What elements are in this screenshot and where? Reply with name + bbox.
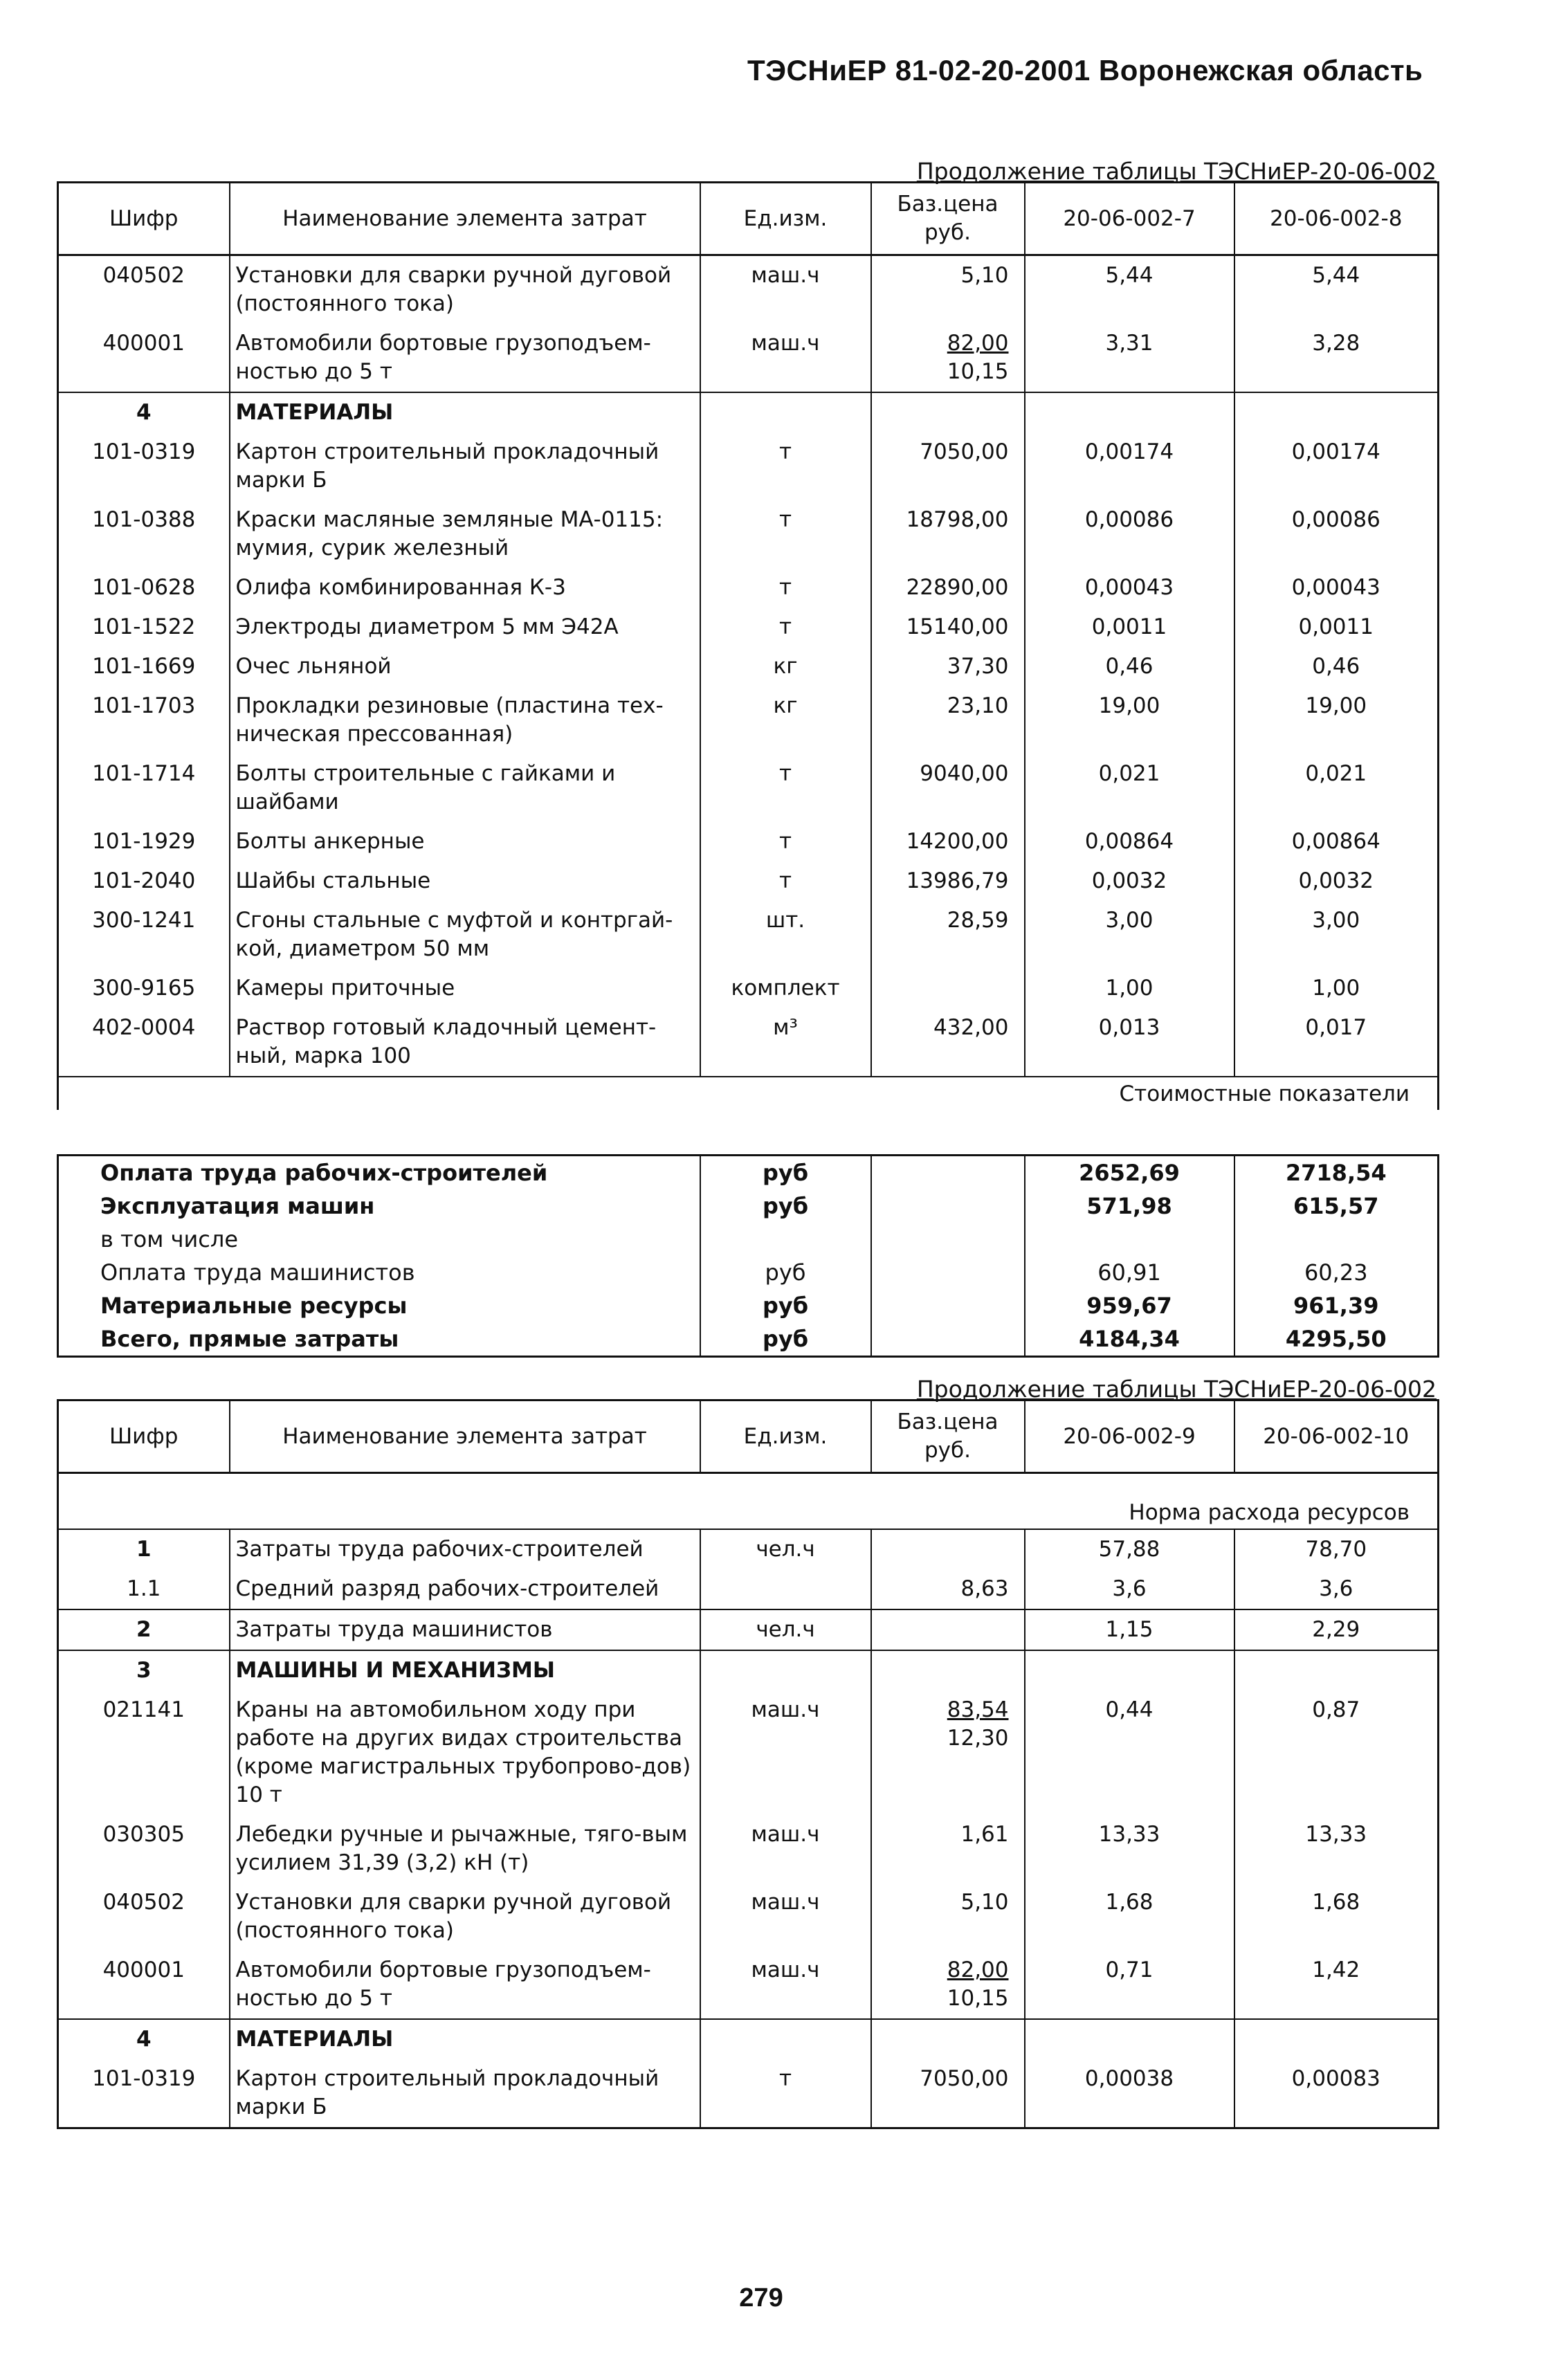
totals-empty (871, 1223, 1025, 1256)
row-v2: 0,00864 (1234, 822, 1439, 861)
row-unit: комплект (700, 969, 871, 1008)
row-price (871, 324, 1025, 392)
row-price: 14200,00 (871, 822, 1025, 861)
row-v2: 1,00 (1234, 969, 1439, 1008)
totals-v1: 4184,34 (1025, 1322, 1234, 1357)
cost-indicators-label: Стоимостные показатели (58, 1077, 1439, 1110)
row-price: 18798,00 (871, 500, 1025, 568)
row-price (871, 969, 1025, 1008)
row-price: 7050,00 (871, 2059, 1025, 2128)
page-number: 279 (739, 2283, 783, 2312)
row-name: Картон строительный прокладочный марки Б (230, 2059, 700, 2128)
row-price: 5,10 (871, 255, 1025, 325)
row-price (871, 1951, 1025, 2019)
row-v2: 0,017 (1234, 1008, 1439, 1077)
row-code: 2 (58, 1609, 230, 1650)
totals-v1 (1025, 1223, 1234, 1256)
totals-empty (871, 1189, 1025, 1223)
section-title: МАТЕРИАЛЫ (230, 2019, 700, 2059)
row-v2: 0,021 (1234, 754, 1439, 822)
table-row (58, 432, 1439, 500)
row-name: Болты анкерные (230, 822, 700, 861)
row-v2: 0,87 (1234, 1690, 1439, 1815)
table1-materials-body (58, 432, 1439, 1077)
totals-empty (871, 1289, 1025, 1322)
row-code: 101-0628 (58, 568, 230, 608)
table-row (58, 1690, 1439, 1815)
price-denominator: 10,15 (947, 1986, 1009, 2011)
row-v2: 0,0011 (1234, 608, 1439, 647)
row-code: 040502 (58, 1883, 230, 1951)
row-name: Картон строительный прокладочный марки Б (230, 432, 700, 500)
section-row-machines (58, 1650, 1439, 1690)
row-v2: 3,6 (1234, 1569, 1439, 1609)
row-v2: 0,0032 (1234, 861, 1439, 901)
totals-v2: 615,57 (1234, 1189, 1439, 1223)
row-name: Болты строительные с гайками и шайбами (230, 754, 700, 822)
row-unit: маш.ч (700, 255, 871, 325)
totals-unit: руб (700, 1322, 871, 1357)
row-code: 040502 (58, 255, 230, 325)
row-name: Электроды диаметром 5 мм Э42А (230, 608, 700, 647)
row-v1: 1,68 (1025, 1883, 1234, 1951)
row-v1: 0,00174 (1025, 432, 1234, 500)
row-v2: 2,29 (1234, 1609, 1439, 1650)
table-row (58, 822, 1439, 861)
row-price: 28,59 (871, 901, 1025, 969)
row-unit: шт. (700, 901, 871, 969)
price-denominator: 12,30 (947, 1726, 1009, 1751)
row-v2: 78,70 (1234, 1529, 1439, 1569)
table-row (58, 647, 1439, 686)
row-v2: 1,42 (1234, 1951, 1439, 2019)
row-code: 101-1714 (58, 754, 230, 822)
row-code: 101-1669 (58, 647, 230, 686)
row-unit (700, 1569, 871, 1609)
row-name: Лебедки ручные и рычажные, тяго-вым усилием 31,39 (3,2) кН (т) (230, 1815, 700, 1883)
section-code: 4 (58, 2019, 230, 2059)
totals-unit: руб (700, 1256, 871, 1289)
row-name: Камеры приточные (230, 969, 700, 1008)
table-row (58, 754, 1439, 822)
row-name: Затраты труда машинистов (230, 1609, 700, 1650)
row-unit: маш.ч (700, 1815, 871, 1883)
totals-v1: 959,67 (1025, 1289, 1234, 1322)
col-name-header: Наименование элемента затрат (230, 1401, 700, 1473)
row-code: 101-2040 (58, 861, 230, 901)
table1 (57, 181, 1439, 1110)
col-name-header: Наименование элемента затрат (230, 183, 700, 255)
totals-v2: 2718,54 (1234, 1156, 1439, 1190)
row-v1: 0,00864 (1025, 822, 1234, 861)
row-v2: 0,00083 (1234, 2059, 1439, 2128)
row-v1: 0,021 (1025, 754, 1234, 822)
row-v1: 0,44 (1025, 1690, 1234, 1815)
row-name: Олифа комбинированная К-3 (230, 568, 700, 608)
row-unit: маш.ч (700, 1690, 871, 1815)
row-v1: 0,0011 (1025, 608, 1234, 647)
row-v2: 0,46 (1234, 647, 1439, 686)
row-code: 101-1929 (58, 822, 230, 861)
table-row (58, 324, 1439, 392)
row-v1: 0,71 (1025, 1951, 1234, 2019)
table-row (58, 1609, 1439, 1650)
table-row (58, 901, 1439, 969)
row-code: 101-0388 (58, 500, 230, 568)
norm-label-row (58, 1473, 1439, 1530)
document-header: ТЭСНиЕР 81-02-20-2001 Воронежская область (747, 54, 1423, 86)
col-code-header: Шифр (58, 183, 230, 255)
price-numerator: 83,54 (947, 1697, 1009, 1722)
row-price: 23,10 (871, 686, 1025, 754)
row-name: Краны на автомобильном ходу при работе на других видах строительства (кроме магистральных трубопрово-дов) 10 т (230, 1690, 700, 1815)
row-v1: 5,44 (1025, 255, 1234, 325)
table2 (57, 1399, 1439, 2129)
row-code: 030305 (58, 1815, 230, 1883)
row-price: 1,61 (871, 1815, 1025, 1883)
row-v1: 13,33 (1025, 1815, 1234, 1883)
row-v2: 1,68 (1234, 1883, 1439, 1951)
row-unit: т (700, 861, 871, 901)
table1-caption: Продолжение таблицы ТЭСНиЕР-20-06-002 (916, 158, 1437, 185)
row-unit: чел.ч (700, 1529, 871, 1569)
section-row-materials (58, 392, 1439, 432)
row-unit: маш.ч (700, 324, 871, 392)
table2-materials-body (58, 2059, 1439, 2128)
table1-header-row (58, 183, 1439, 255)
row-price (871, 1529, 1025, 1569)
row-unit: чел.ч (700, 1609, 871, 1650)
totals-label: Оплата труда машинистов (58, 1256, 700, 1289)
row-v1: 0,00086 (1025, 500, 1234, 568)
col-v1-header: 20-06-002-9 (1025, 1401, 1234, 1473)
section-title: МАШИНЫ И МЕХАНИЗМЫ (230, 1650, 700, 1690)
row-v2: 13,33 (1234, 1815, 1439, 1883)
row-code: 1 (58, 1529, 230, 1569)
table-row (58, 500, 1439, 568)
table-row (58, 2059, 1439, 2128)
row-name: Раствор готовый кладочный цемент-ный, марка 100 (230, 1008, 700, 1077)
table2-caption: Продолжение таблицы ТЭСНиЕР-20-06-002 (916, 1376, 1437, 1403)
row-v1: 0,00038 (1025, 2059, 1234, 2128)
row-unit: маш.ч (700, 1883, 871, 1951)
row-v1: 3,6 (1025, 1569, 1234, 1609)
totals-label: Всего, прямые затраты (58, 1322, 700, 1357)
row-name: Сгоны стальные с муфтой и контргай-кой, диаметром 50 мм (230, 901, 700, 969)
row-v1: 19,00 (1025, 686, 1234, 754)
row-code: 021141 (58, 1690, 230, 1815)
row-price (871, 1609, 1025, 1650)
row-v2: 0,00086 (1234, 500, 1439, 568)
totals-row (58, 1322, 1439, 1357)
totals-v1: 571,98 (1025, 1189, 1234, 1223)
row-unit: т (700, 608, 871, 647)
section-row-materials (58, 2019, 1439, 2059)
section-code: 3 (58, 1650, 230, 1690)
totals-label: в том числе (58, 1223, 700, 1256)
table-row (58, 686, 1439, 754)
section-title: МАТЕРИАЛЫ (230, 392, 700, 432)
row-name: Автомобили бортовые грузоподъем-ностью до 5 т (230, 324, 700, 392)
row-code: 101-0319 (58, 432, 230, 500)
row-name: Установки для сварки ручной дуговой (постоянного тока) (230, 255, 700, 325)
row-code: 1.1 (58, 1569, 230, 1609)
table-row (58, 1883, 1439, 1951)
row-name: Средний разряд рабочих-строителей (230, 1569, 700, 1609)
row-code: 400001 (58, 324, 230, 392)
price-numerator: 82,00 (947, 331, 1009, 356)
col-price-header: Баз.цена руб. (871, 183, 1025, 255)
row-name: Краски масляные земляные МА-0115: мумия, сурик железный (230, 500, 700, 568)
col-price-header: Баз.цена руб. (871, 1401, 1025, 1473)
row-unit: маш.ч (700, 1951, 871, 2019)
row-code: 300-9165 (58, 969, 230, 1008)
col-v1-header: 20-06-002-7 (1025, 183, 1234, 255)
totals-row (58, 1189, 1439, 1223)
row-name: Установки для сварки ручной дуговой (постоянного тока) (230, 1883, 700, 1951)
totals-empty (871, 1256, 1025, 1289)
totals-v1: 2652,69 (1025, 1156, 1234, 1190)
totals-v2 (1234, 1223, 1439, 1256)
row-v1: 0,00043 (1025, 568, 1234, 608)
row-price: 7050,00 (871, 432, 1025, 500)
row-v2: 3,00 (1234, 901, 1439, 969)
row-name: Прокладки резиновые (пластина тех-ническая прессованная) (230, 686, 700, 754)
row-unit: м³ (700, 1008, 871, 1077)
row-v2: 19,00 (1234, 686, 1439, 754)
row-v1: 0,0032 (1025, 861, 1234, 901)
cost-label-row (58, 1077, 1439, 1110)
section-code: 4 (58, 392, 230, 432)
totals-row (58, 1156, 1439, 1190)
totals-label: Эксплуатация машин (58, 1189, 700, 1223)
row-v2: 0,00174 (1234, 432, 1439, 500)
row-unit: т (700, 568, 871, 608)
table2-machines-body (58, 1690, 1439, 2019)
row-v2: 5,44 (1234, 255, 1439, 325)
col-v2-header: 20-06-002-10 (1234, 1401, 1439, 1473)
table-row (58, 1569, 1439, 1609)
totals-v2: 60,23 (1234, 1256, 1439, 1289)
row-unit: т (700, 500, 871, 568)
row-code: 402-0004 (58, 1008, 230, 1077)
row-price: 8,63 (871, 1569, 1025, 1609)
row-code: 101-0319 (58, 2059, 230, 2128)
col-code-header: Шифр (58, 1401, 230, 1473)
row-name: Шайбы стальные (230, 861, 700, 901)
row-price (871, 1690, 1025, 1815)
totals-row (58, 1289, 1439, 1322)
totals-empty (871, 1322, 1025, 1357)
table-row (58, 255, 1439, 325)
col-v2-header: 20-06-002-8 (1234, 183, 1439, 255)
row-name: Затраты труда рабочих-строителей (230, 1529, 700, 1569)
col-unit-header: Ед.изм. (700, 1401, 871, 1473)
table-row (58, 1815, 1439, 1883)
table-row (58, 568, 1439, 608)
table-row (58, 1529, 1439, 1569)
row-code: 101-1522 (58, 608, 230, 647)
row-v2: 3,28 (1234, 324, 1439, 392)
row-v2: 0,00043 (1234, 568, 1439, 608)
row-unit: т (700, 822, 871, 861)
price-numerator: 82,00 (947, 1958, 1009, 1982)
row-v1: 0,46 (1025, 647, 1234, 686)
row-unit: т (700, 2059, 871, 2128)
table-row (58, 861, 1439, 901)
totals-unit: руб (700, 1189, 871, 1223)
totals-label: Оплата труда рабочих-строителей (58, 1156, 700, 1190)
table-row (58, 608, 1439, 647)
row-v1: 1,15 (1025, 1609, 1234, 1650)
row-name: Автомобили бортовые грузоподъем-ностью до 5 т (230, 1951, 700, 2019)
totals-unit (700, 1223, 871, 1256)
totals-v2: 4295,50 (1234, 1322, 1439, 1357)
row-unit: кг (700, 647, 871, 686)
table-row (58, 1008, 1439, 1077)
totals-empty (871, 1156, 1025, 1190)
row-price: 9040,00 (871, 754, 1025, 822)
row-price: 13986,79 (871, 861, 1025, 901)
price-denominator: 10,15 (947, 359, 1009, 384)
row-unit: т (700, 432, 871, 500)
totals-label: Материальные ресурсы (58, 1289, 700, 1322)
table-row (58, 969, 1439, 1008)
totals-row (58, 1256, 1439, 1289)
table2-header-row (58, 1401, 1439, 1473)
row-price: 5,10 (871, 1883, 1025, 1951)
row-name: Очес льняной (230, 647, 700, 686)
row-v1: 1,00 (1025, 969, 1234, 1008)
col-unit-header: Ед.изм. (700, 183, 871, 255)
row-unit: кг (700, 686, 871, 754)
norm-label: Норма расхода ресурсов (58, 1473, 1439, 1530)
row-v1: 0,013 (1025, 1008, 1234, 1077)
table1-totals (57, 1154, 1439, 1358)
row-code: 300-1241 (58, 901, 230, 969)
totals-unit: руб (700, 1156, 871, 1190)
row-code: 101-1703 (58, 686, 230, 754)
totals-v1: 60,91 (1025, 1256, 1234, 1289)
totals-v2: 961,39 (1234, 1289, 1439, 1322)
row-v1: 3,00 (1025, 901, 1234, 969)
row-price: 37,30 (871, 647, 1025, 686)
row-price: 22890,00 (871, 568, 1025, 608)
row-price: 432,00 (871, 1008, 1025, 1077)
row-v1: 3,31 (1025, 324, 1234, 392)
row-code: 400001 (58, 1951, 230, 2019)
totals-unit: руб (700, 1289, 871, 1322)
totals-row (58, 1223, 1439, 1256)
row-unit: т (700, 754, 871, 822)
table-row (58, 1951, 1439, 2019)
row-v1: 57,88 (1025, 1529, 1234, 1569)
row-price: 15140,00 (871, 608, 1025, 647)
